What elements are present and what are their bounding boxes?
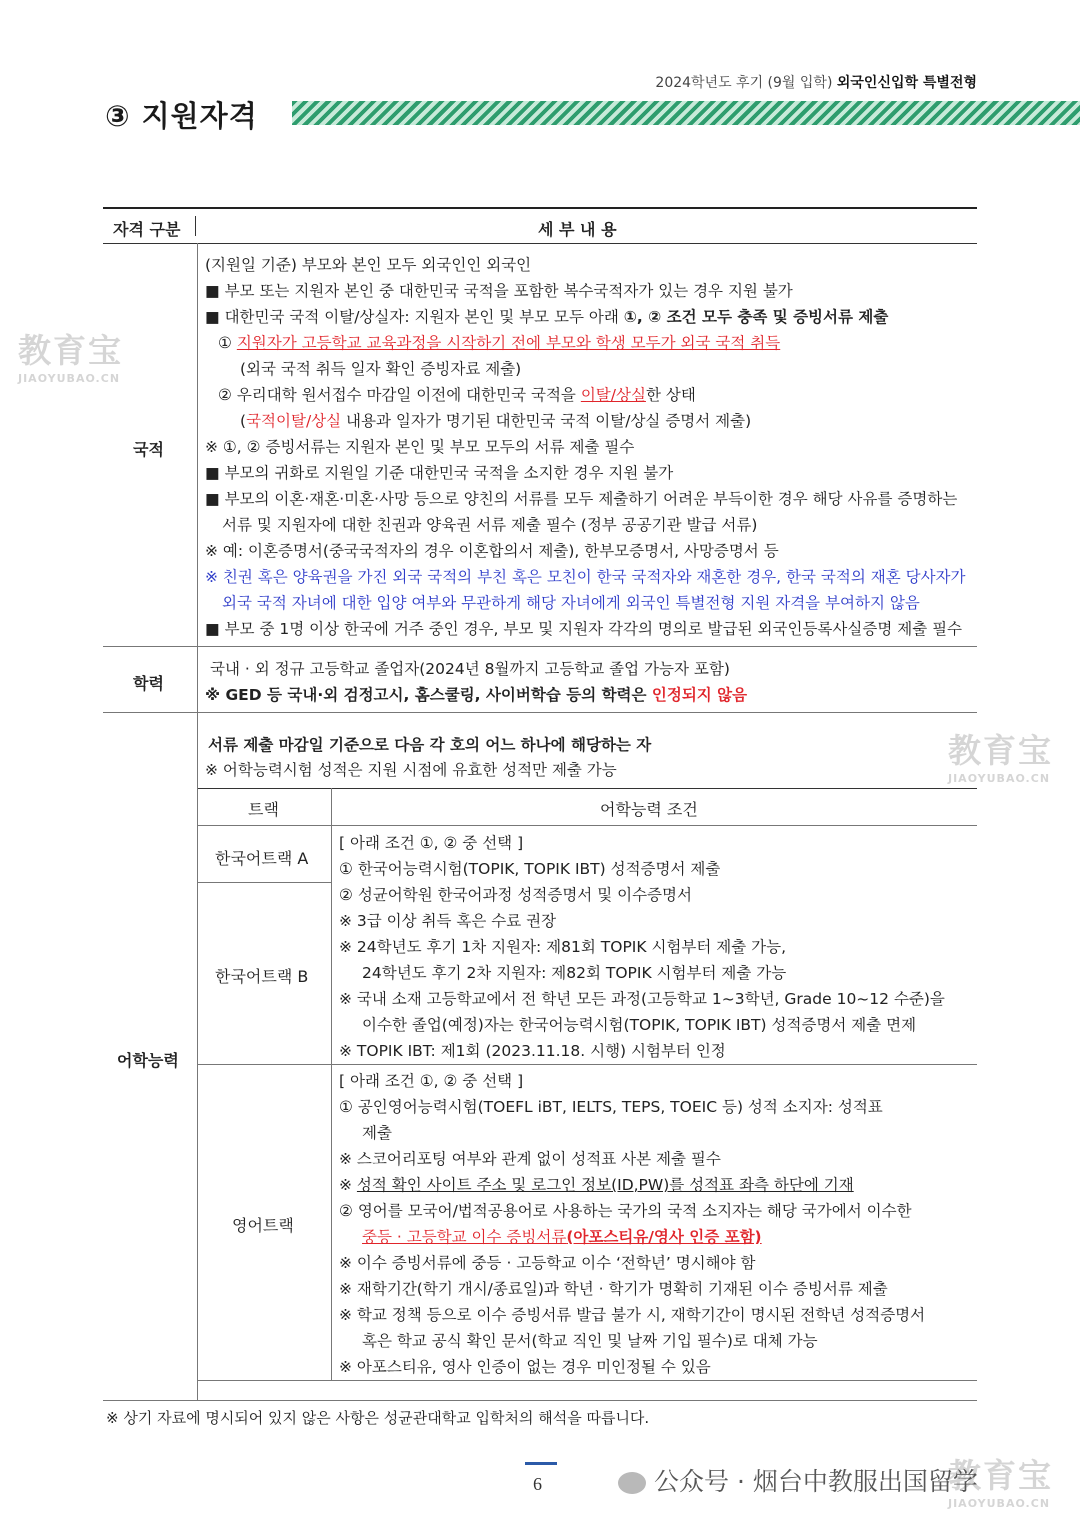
track-b-divider: [198, 1064, 977, 1065]
header-bottom-border: [103, 243, 977, 244]
condition-header: 어학능력 조건: [600, 800, 698, 819]
watermark-left: 教育宝 JIAOYUBAO.CN: [18, 331, 123, 385]
nat-line-5: (외국 국적 취득 일자 확인 증빙자료 제출): [240, 360, 522, 378]
english-cond-7: 중등 · 고등학교 이수 증빙서류(아포스티유/영사 인증 포함): [362, 1228, 762, 1246]
lang-intro-1: 서류 제출 마감일 기준으로 다음 각 호의 어느 하나에 해당하는 자: [208, 736, 652, 754]
nat-line-13: ※ 친권 혹은 양육권을 가진 외국 국적의 부친 혹은 모친이 한국 국적자와 재혼한 경우, 한국 국적의 재혼 당사자가: [205, 568, 966, 586]
english-cond-1: [ 아래 조건 ①, ② 중 선택 ]: [339, 1072, 524, 1090]
nat-line-2: ■ 부모 또는 지원자 본인 중 대한민국 국적을 포함한 복수국적자가 있는 경우 지원 불가: [205, 282, 793, 300]
korean-cond-2: ① 한국어능력시험(TOPIK, TOPIK IBT) 성적증명서 제출: [339, 860, 721, 878]
term-label: 2024학년도 후기 (9월 입학): [655, 75, 833, 91]
nat-line-12: ※ 예: 이혼증명서(중국국적자의 경우 이혼합의서 제출), 한부모증명서, 사망증명서 등: [205, 542, 779, 560]
admission-label: 외국인신입학 특별전형: [836, 75, 977, 91]
document-header: [655, 72, 977, 92]
col-header-category: 자격 구분: [113, 220, 181, 239]
watermark-bottom: 教育宝 JIAOYUBAO.CN: [948, 1456, 1053, 1510]
english-cond-5: ※ 성적 확인 사이트 주소 및 로그인 정보(ID,PW)를 성적표 좌측 하단에 기재: [339, 1176, 854, 1194]
korean-cond-7: ※ 국내 소재 고등학교에서 전 학년 모든 과정(고등학교 1~3학년, Grade 10~12 수준)을: [339, 990, 945, 1008]
korean-cond-8: 이수한 졸업(예정)자는 한국어능력시험(TOPIK, TOPIK IBT) 성적증명서 제출 면제: [362, 1016, 917, 1034]
english-cond-3: 제출: [362, 1124, 392, 1142]
korean-cond-9: ※ TOPIK IBT: 제1회 (2023.11.18. 시행) 시험부터 인정: [339, 1042, 726, 1060]
wechat-caption: 公众号 · 烟台中教服出国留学: [618, 1462, 978, 1498]
nat-line-14: 외국 국적 자녀에 대한 입양 여부와 무관하게 해당 자녀에게 외국인 특별전형 지원 자격을 부여하지 않음: [222, 594, 920, 612]
english-cond-12: ※ 아포스티유, 영사 인증이 없는 경우 미인정될 수 있음: [339, 1358, 711, 1376]
row-divider-2: [103, 712, 977, 713]
track-table-bottom: [198, 1380, 977, 1381]
english-cond-10: ※ 학교 정책 등으로 이수 증빙서류 발급 불가 시, 재학기간이 명시된 전학년 성적증명서: [339, 1306, 926, 1324]
edu-line-1: 국내 · 외 정규 고등학교 졸업자(2024년 8월까지 고등학교 졸업 가능자 포함): [210, 660, 730, 678]
wechat-icon: [618, 1472, 646, 1494]
nat-line-3: ■ 대한민국 국적 이탈/상실자: 지원자 본인 및 부모 모두 아래 ①, ② 조건 모두 충족 및 증빙서류 제출: [205, 308, 889, 326]
english-cond-9: ※ 재학기간(학기 개시/종료일)과 학년 · 학기가 명확히 기재된 이수 증빙서류 제출: [339, 1280, 888, 1298]
watermark-right: 教育宝 JIAOYUBAO.CN: [948, 731, 1053, 785]
table-top-border: [103, 207, 977, 209]
track-korean-b: 한국어트랙 B: [215, 967, 309, 986]
category-language: 어학능력: [117, 1051, 179, 1070]
track-table-top: [198, 788, 977, 789]
footnote: ※ 상기 자료에 명시되어 있지 않은 사항은 성균관대학교 입학처의 해석을 따릅니다.: [106, 1409, 650, 1427]
korean-cond-5: ※ 24학년도 후기 1차 지원자: 제81회 TOPIK 시험부터 제출 가능,: [339, 938, 787, 956]
track-header-bottom: [198, 825, 977, 826]
nat-line-4: ① 지원자가 고등학교 교육과정을 시작하기 전에 부모와 학생 모두가 외국 국적 취득: [218, 334, 781, 352]
english-cond-6: ② 영어를 모국어/법적공용어로 사용하는 국가의 국적 소지자는 해당 국가에서 이수한: [339, 1202, 912, 1220]
col-header-details: 세 부 내 용: [538, 220, 617, 239]
korean-cond-6: 24학년도 후기 2차 지원자: 제82회 TOPIK 시험부터 제출 가능: [362, 964, 787, 982]
korean-cond-3: ② 성균어학원 한국어과정 성적증명서 및 이수증명서: [339, 886, 692, 904]
track-korean-a: 한국어트랙 A: [215, 849, 309, 868]
nat-line-1: (지원일 기준) 부모와 본인 모두 외국인인 외국인: [205, 256, 532, 274]
column-divider: [197, 243, 198, 1401]
section-title: ③ 지원자격: [105, 99, 258, 133]
table-bottom-border: [103, 1400, 977, 1401]
nat-line-15: ■ 부모 중 1명 이상 한국에 거주 중인 경우, 부모 및 지원자 각각의 명의로 발급된 외국인등록사실증명 제출 필수: [205, 620, 963, 638]
page-number-mark: [525, 1462, 557, 1465]
category-nationality: 국적: [133, 440, 164, 459]
row-divider-1: [103, 646, 977, 647]
edu-line-2: ※ GED 등 국내·외 검정고시, 홈스쿨링, 사이버학습 등의 학력은 인정되지 않음: [205, 686, 748, 704]
english-cond-4: ※ 스코어리포팅 여부와 관계 없이 성적표 사본 제출 필수: [339, 1150, 721, 1168]
track-header: 트랙: [248, 800, 279, 819]
korean-cond-1: [ 아래 조건 ①, ② 중 선택 ]: [339, 834, 524, 852]
lang-intro-2: ※ 어학능력시험 성적은 지원 시점에 유효한 성적만 제출 가능: [205, 761, 617, 779]
nat-line-10: ■ 부모의 이혼·재혼·미혼·사망 등으로 양친의 서류를 모두 제출하기 어려운 부득이한 경우 해당 사유를 증명하는: [205, 490, 958, 508]
title-decoration-bar: [292, 101, 1080, 125]
nat-line-7: (국적이탈/상실 내용과 일자가 명기된 대한민국 국적 이탈/상실 증명서 제출): [240, 412, 752, 430]
nat-line-9: ■ 부모의 귀화로 지원일 기준 대한민국 국적을 소지한 경우 지원 불가: [205, 464, 674, 482]
header-divider: [195, 216, 196, 236]
english-cond-2: ① 공인영어능력시험(TOEFL iBT, IELTS, TEPS, TOEIC 등) 성적 소지자: 성적표: [339, 1098, 883, 1116]
english-cond-11: 혹은 학교 공식 확인 문서(학교 직인 및 날짜 기입 필수)로 대체 가능: [362, 1332, 818, 1350]
track-english: 영어트랙: [232, 1216, 294, 1235]
nat-line-8: ※ ①, ② 증빙서류는 지원자 본인 및 부모 모두의 서류 제출 필수: [205, 438, 635, 456]
track-a-divider: [198, 882, 331, 883]
track-column-divider: [331, 788, 332, 1380]
korean-cond-4: ※ 3급 이상 취득 혹은 수료 권장: [339, 912, 557, 930]
nat-line-11: 서류 및 지원자에 대한 친권과 양육권 서류 제출 필수 (정부 공공기관 발급 서류): [222, 516, 758, 534]
nat-line-6: ② 우리대학 원서접수 마감일 이전에 대한민국 국적을 이탈/상실한 상태: [218, 386, 696, 404]
english-cond-8: ※ 이수 증빙서류에 중등 · 고등학교 이수 ‘전학년’ 명시해야 함: [339, 1254, 756, 1272]
page-number: 6: [533, 1474, 542, 1494]
category-education: 학력: [133, 674, 164, 693]
